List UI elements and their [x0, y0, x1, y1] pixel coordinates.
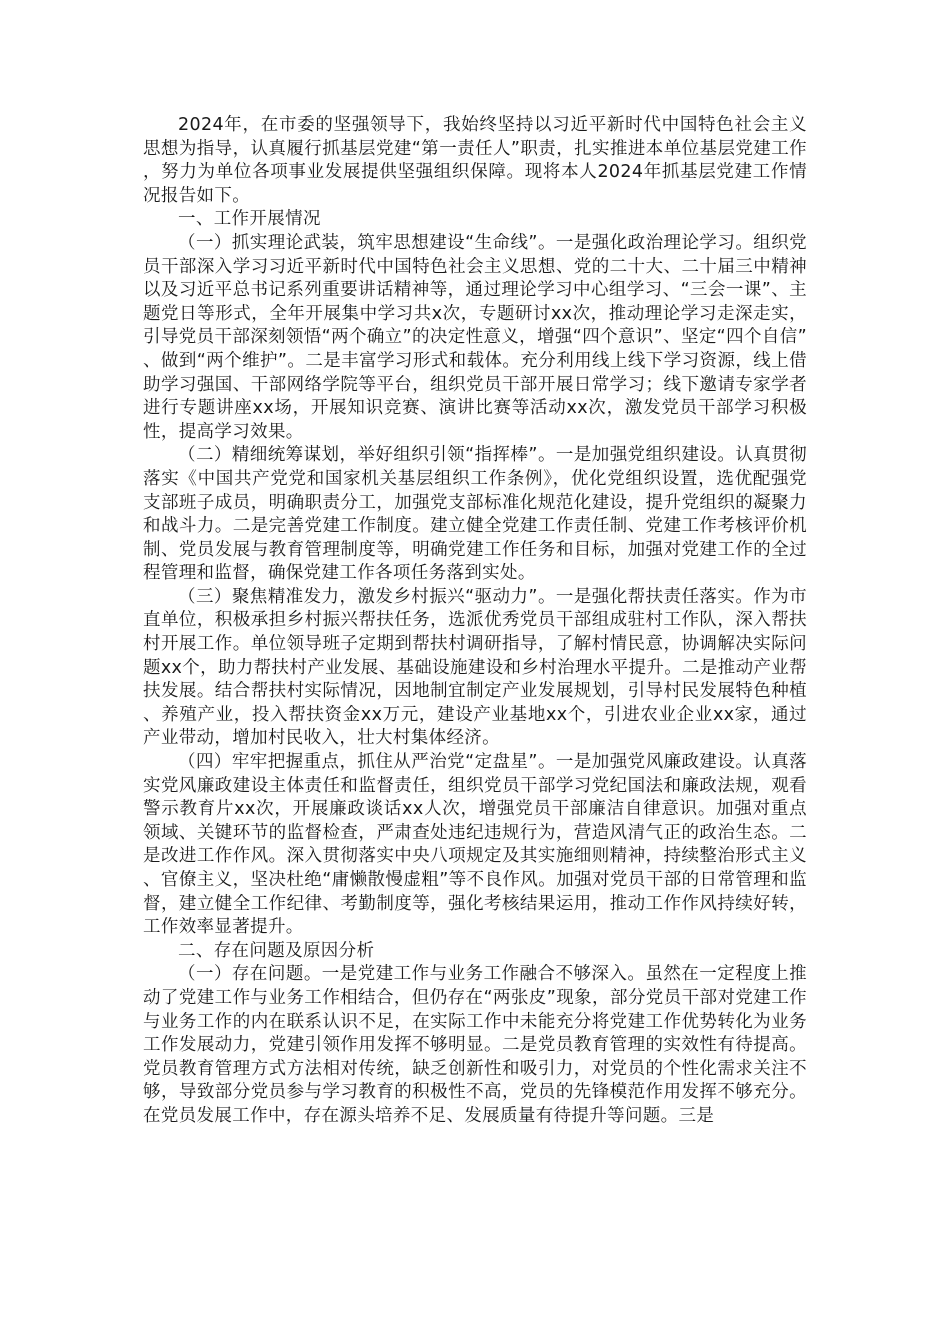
paragraph-strict-governance: （四）牢牢把握重点，抓住从严治党“定盘星”。一是加强党风廉政建设。认真落实党风廉政建设主体责任和监督责任，组织党员干部学习党纪国法和廉政法规，观看警示教育片xx次，开展廉政谈话xx人次，增强党员干部廉洁自律意识。加强对重点领域、关键环节的监督检查，严肃查处违纪违规行为，营造风清气正的政治生态。二是改进工作作风。深入贯彻落实中央八项规定及其实施细则精神，持续整治形式主义、官僚主义，坚决杜绝“庸懒散慢虚粗”等不良作风。加强对党员干部的日常管理和监督，建立健全工作纪律、考勤制度等，强化考核结果运用，推动工作作风持续好转，工作效率显著提升。 [143, 752, 807, 938]
section-heading-problems: 二、存在问题及原因分析 [178, 940, 375, 961]
intro-paragraph: 2024年，在市委的坚强领导下，我始终坚持以习近平新时代中国特色社会主义思想为指导，认真履行抓基层党建“第一责任人”职责，扎实推进本单位基层党建工作，努力为单位各项事业发展提供坚强组织保障。现将本人2024年抓基层党建工作情况报告如下。 [143, 115, 807, 206]
paragraph-rural-revitalization: （三）聚焦精准发力，激发乡村振兴“驱动力”。一是强化帮扶责任落实。作为市直单位，积极承担乡村振兴帮扶任务，选派优秀党员干部组成驻村工作队，深入帮扶村开展工作。单位领导班子定期到帮扶村调研指导，了解村情民意，协调解决实际问题xx个，助力帮扶村产业发展、基础设施建设和乡村治理水平提升。二是推动产业帮扶发展。结合帮扶村实际情况，因地制宜制定产业发展规划，引导村民发展特色种植、养殖产业，投入帮扶资金xx万元，建设产业基地xx个，引进农业企业xx家，通过产业带动，增加村民收入，壮大村集体经济。 [143, 586, 808, 749]
report-body [143, 114, 807, 1129]
paragraph-existing-problems: （一）存在问题。一是党建工作与业务工作融合不够深入。虽然在一定程度上推动了党建工作与业务工作相结合，但仍存在“两张皮”现象，部分党员干部对党建工作与业务工作的内在联系认识不足，在实际工作中未能充分将党建工作优势转化为业务工作发展动力，党建引领作用发挥不够明显。二是党员教育管理的实效性有待提高。党员教育管理方式方法相对传统，缺乏创新性和吸引力，对党员的个性化需求关注不够，导致部分党员参与学习教育的积极性不高，党员的先锋模范作用发挥不够充分。在党员发展工作中，存在源头培养不足、发展质量有待提升等问题。三是 [143, 964, 807, 1126]
paragraph-organization-building: （二）精细统筹谋划，举好组织引领“指挥棒”。一是加强党组织建设。认真贯彻落实《中国共产党党和国家机关基层组织工作条例》，优化党组织设置，选优配强党支部班子成员，明确职责分工，加强党支部标准化规范化建设，提升党组织的凝聚力和战斗力。二是完善党建工作制度。建立健全党建工作责任制、党建工作考核评价机制、党员发展与教育管理制度等，明确党建工作任务和目标，加强对党建工作的全过程管理和监督，确保党建工作各项任务落到实处。 [143, 445, 807, 584]
section-heading-work-progress: 一、工作开展情况 [178, 209, 321, 230]
paragraph-theory-study: （一）抓实理论武装，筑牢思想建设“生命线”。一是强化政治理论学习。组织党员干部深入学习习近平新时代中国特色社会主义思想、党的二十大、二十届三中精神以及习近平总书记系列重要讲话精神等，通过理论学习中心组学习、“三会一课”、主题党日等形式，全年开展集中学习共x次，专题研讨xx次，推动理论学习走深走实，引导党员干部深刻领悟“两个确立”的决定性意义，增强“四个意识”、坚定“四个自信”、做到“两个维护”。二是丰富学习形式和载体。充分利用线上线下学习资源，线上借助学习强国、干部网络学院等平台，组织党员干部开展日常学习；线下邀请专家学者进行专题讲座xx场，开展知识竞赛、演讲比赛等活动xx次，激发党员干部学习积极性，提高学习效果。 [143, 232, 807, 442]
